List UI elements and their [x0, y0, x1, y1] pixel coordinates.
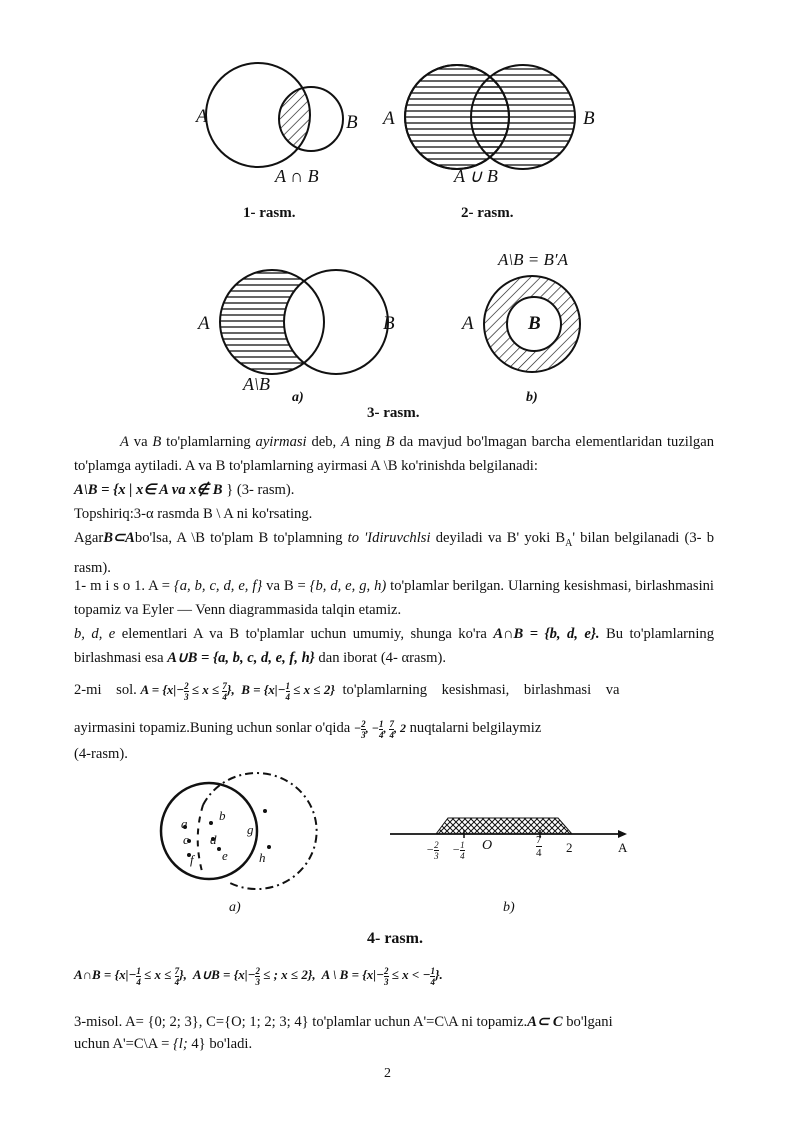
fig1-caption: 1- rasm.	[243, 205, 296, 221]
paragraph-example-1-solution: b, d, e elementlari A va B to'plamlar uchun umumiy, shunga ko'ra A∩B = {b, d, e}. Bu to'plamlarning birlashmasi esa A∪B = {a, b, c, d, e, f, h} dan iborat (4- αrasm).	[74, 626, 714, 666]
fig2-caption: 2- rasm.	[461, 205, 514, 221]
fig3b-sub: b)	[526, 390, 538, 405]
fig3a-sub: a)	[292, 390, 304, 405]
fig4b-sub: b)	[503, 900, 515, 915]
paragraph-example-1: 1- m i s o 1. A = {a, b, c, d, e, f} va B = {b, d, e, g, h) to'plamlar berilgan. Ularning kesishmasi, birlashmasini topamiz va Eyler — Venn diagrammasida talqin etamiz.	[74, 578, 714, 618]
fig2-formula: A ∪ B	[454, 166, 498, 186]
paragraph-figure-ref: (4-rasm).	[74, 746, 128, 762]
fig1-label-b: B	[346, 112, 358, 133]
venn-difference-diagram	[210, 270, 390, 380]
fig4b-tick-two: 2	[566, 840, 573, 855]
fig4a-point-g: g	[247, 822, 254, 837]
fig3-caption: 3- rasm.	[367, 405, 420, 421]
fig4a-point-a: a	[181, 816, 188, 831]
paragraph-example-2: 2-mi sol. A = {x|− $\frac{2}{3}$ ≤ x ≤ $\frac{7}{4}$ }, B = {x|− $\frac{1}{4}$ ≤ x ≤ 2} to'plamlarning kesishmasi, birlashmasi va	[74, 680, 620, 702]
fig2-label-b: B	[583, 108, 595, 129]
fig4a-point-f: f	[190, 852, 194, 867]
fig4a-point-h: h	[259, 850, 266, 865]
fig4b-tick-neg-two-thirds: − $\frac{2}{3}$	[426, 840, 439, 861]
fig4-caption: 4- rasm.	[367, 930, 423, 947]
fig4b-axis-label: A	[618, 840, 628, 855]
fig3a-formula: A\B	[243, 374, 270, 394]
formula-difference: A\B = {x | x∈ A va x∉ B	[74, 482, 223, 498]
fig4a-point-e: e	[222, 848, 228, 863]
fig4a-sub: a)	[229, 900, 241, 915]
page-number: 2	[384, 1066, 391, 1081]
fig1-formula: A ∩ B	[275, 166, 319, 186]
paragraph-task: Topshiriq:3-α rasmda B \ A ni ko'rsating.	[74, 506, 313, 522]
fig3a-label-a: A	[198, 313, 210, 334]
fig3b-formula: A\B = B′A	[498, 250, 568, 269]
fig2-label-a: A	[383, 108, 395, 129]
venn-union-diagram	[395, 60, 585, 170]
fig4b-tick-origin: O	[482, 838, 493, 853]
fig4a-point-d: d	[210, 832, 217, 847]
fig4b-tick-neg-one-quarter: − $\frac{1}{4}$	[452, 840, 465, 861]
fig3b-label-a: A	[462, 313, 474, 334]
fig3b-label-b: B	[528, 313, 541, 334]
fig4b-tick-seven-quarters: $\frac{7}{4}$	[536, 834, 542, 859]
venn-points-diagram	[155, 775, 315, 895]
paragraph-example-2-cont: ayirmasini topamiz.Buning uchun sonlar o'qida − $\frac{2}{3}$ , − $\frac{1}{4}$ , $\frac{7}{4}$ , 2 nuqtalarni belgilaymiz	[74, 718, 542, 740]
fig1-label-a: A	[196, 106, 208, 127]
paragraph-complement: AgarB⊂Abo'lsa, A \B to'plam B to'plamning to 'Idiruvchlsi deyiladi va B' yoki $B_A'$ bilan belgilanadi (3- b rasm).	[74, 530, 714, 576]
fig4a-point-b: b	[219, 808, 226, 823]
fig4a-point-c: c	[183, 832, 189, 847]
paragraph-example-3-cont: uchun A'=C\A = {l; 4} bo'ladi.	[74, 1036, 253, 1052]
formula-results: A∩B = {x|− $\frac{1}{4}$ ≤ x ≤ $\frac{7}{4}$ }, A∪B = {x|− $\frac{2}{3}$ ≤ ; x ≤ 2}, A \ B = {x|− $\frac{2}{3}$ ≤ x < − $\frac{1}{4}$ }.	[74, 965, 443, 987]
fig3a-label-b: B	[383, 313, 395, 334]
paragraph-difference-definition: A va B to'plamlarning ayirmasi deb, A ning B da mavjud bo'lmagan barcha elementlaridan tuzilgan to'plamga aytiladi. A va B to'plamlarning ayirmasi A \B ko'rinishda belgilanadi: A\B = {x | x∈ A va x∉ B } (3- rasm).	[74, 434, 714, 498]
paragraph-example-3: 3-misol. A= {0; 2; 3}, C={O; 1; 2; 3; 4} to'plamlar uchun A'=C\A ni topamiz.A⊂ C bo'lgani	[74, 1014, 613, 1030]
